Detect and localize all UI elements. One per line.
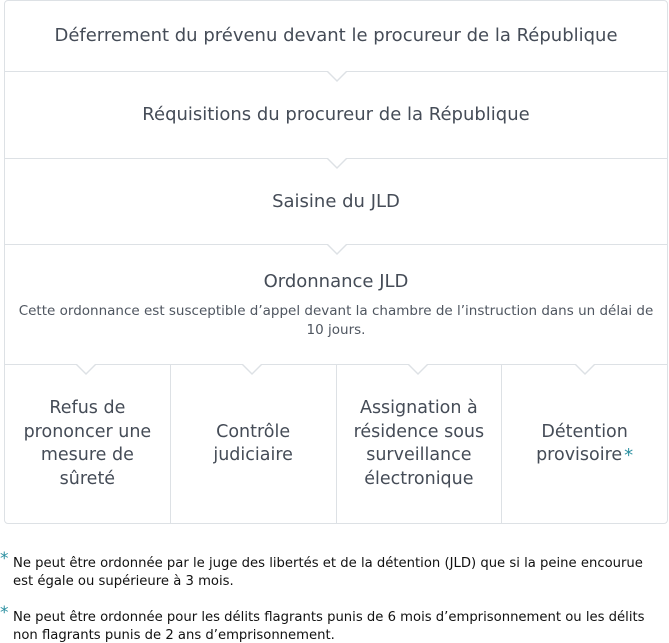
footnote-marker: * [624,445,634,466]
step-ordonnance-jld [5,245,667,365]
step-saisine-jld [5,159,667,245]
asterisk-icon: * [0,603,9,623]
outcome-label: Contrôle judiciaire [213,421,293,465]
footnote-1 [0,549,669,590]
outcome-refus [5,365,171,523]
outcome-label [516,421,653,468]
step-title: Ordonnance JLD [263,270,409,292]
outcome-label: Refus de prononcer une mesure de sûreté [23,398,152,489]
step-title: Déferrement du prévenu devant le procureur de la République [54,25,618,46]
step-requisitions [5,72,667,159]
footnote-text: Ne peut être ordonnée par le juge des libertés et de la détention (JLD) que si la peine encourue est égale ou supérieure à 3 mois. [13,556,643,589]
step-title: Réquisitions du procureur de la République [142,104,530,125]
outcome-label: Assignation à résidence sous surveillance électronique [353,398,485,489]
outcome-detention-provisoire [502,365,667,523]
footnote-text: Ne peut être ordonnée pour les délits flagrants punis de 6 mois d’emprisonnement ou les délits non flagrants punis de 2 ans d’emprisonnement. [13,610,645,643]
step-deferrement [5,1,667,72]
outcomes-row [5,365,667,523]
outcome-label-text: Détention provisoire [536,421,628,465]
step-title: Saisine du JLD [272,190,400,212]
outcome-controle-judiciaire [171,365,337,523]
procedure-flowchart [4,0,668,524]
asterisk-icon: * [0,549,9,569]
footnote-2 [0,603,669,643]
step-description: Cette ordonnance est susceptible d’appel devant la chambre de l’instruction dans un délai de 10 jours. [18,302,654,338]
outcome-assignation-residence [337,365,503,523]
